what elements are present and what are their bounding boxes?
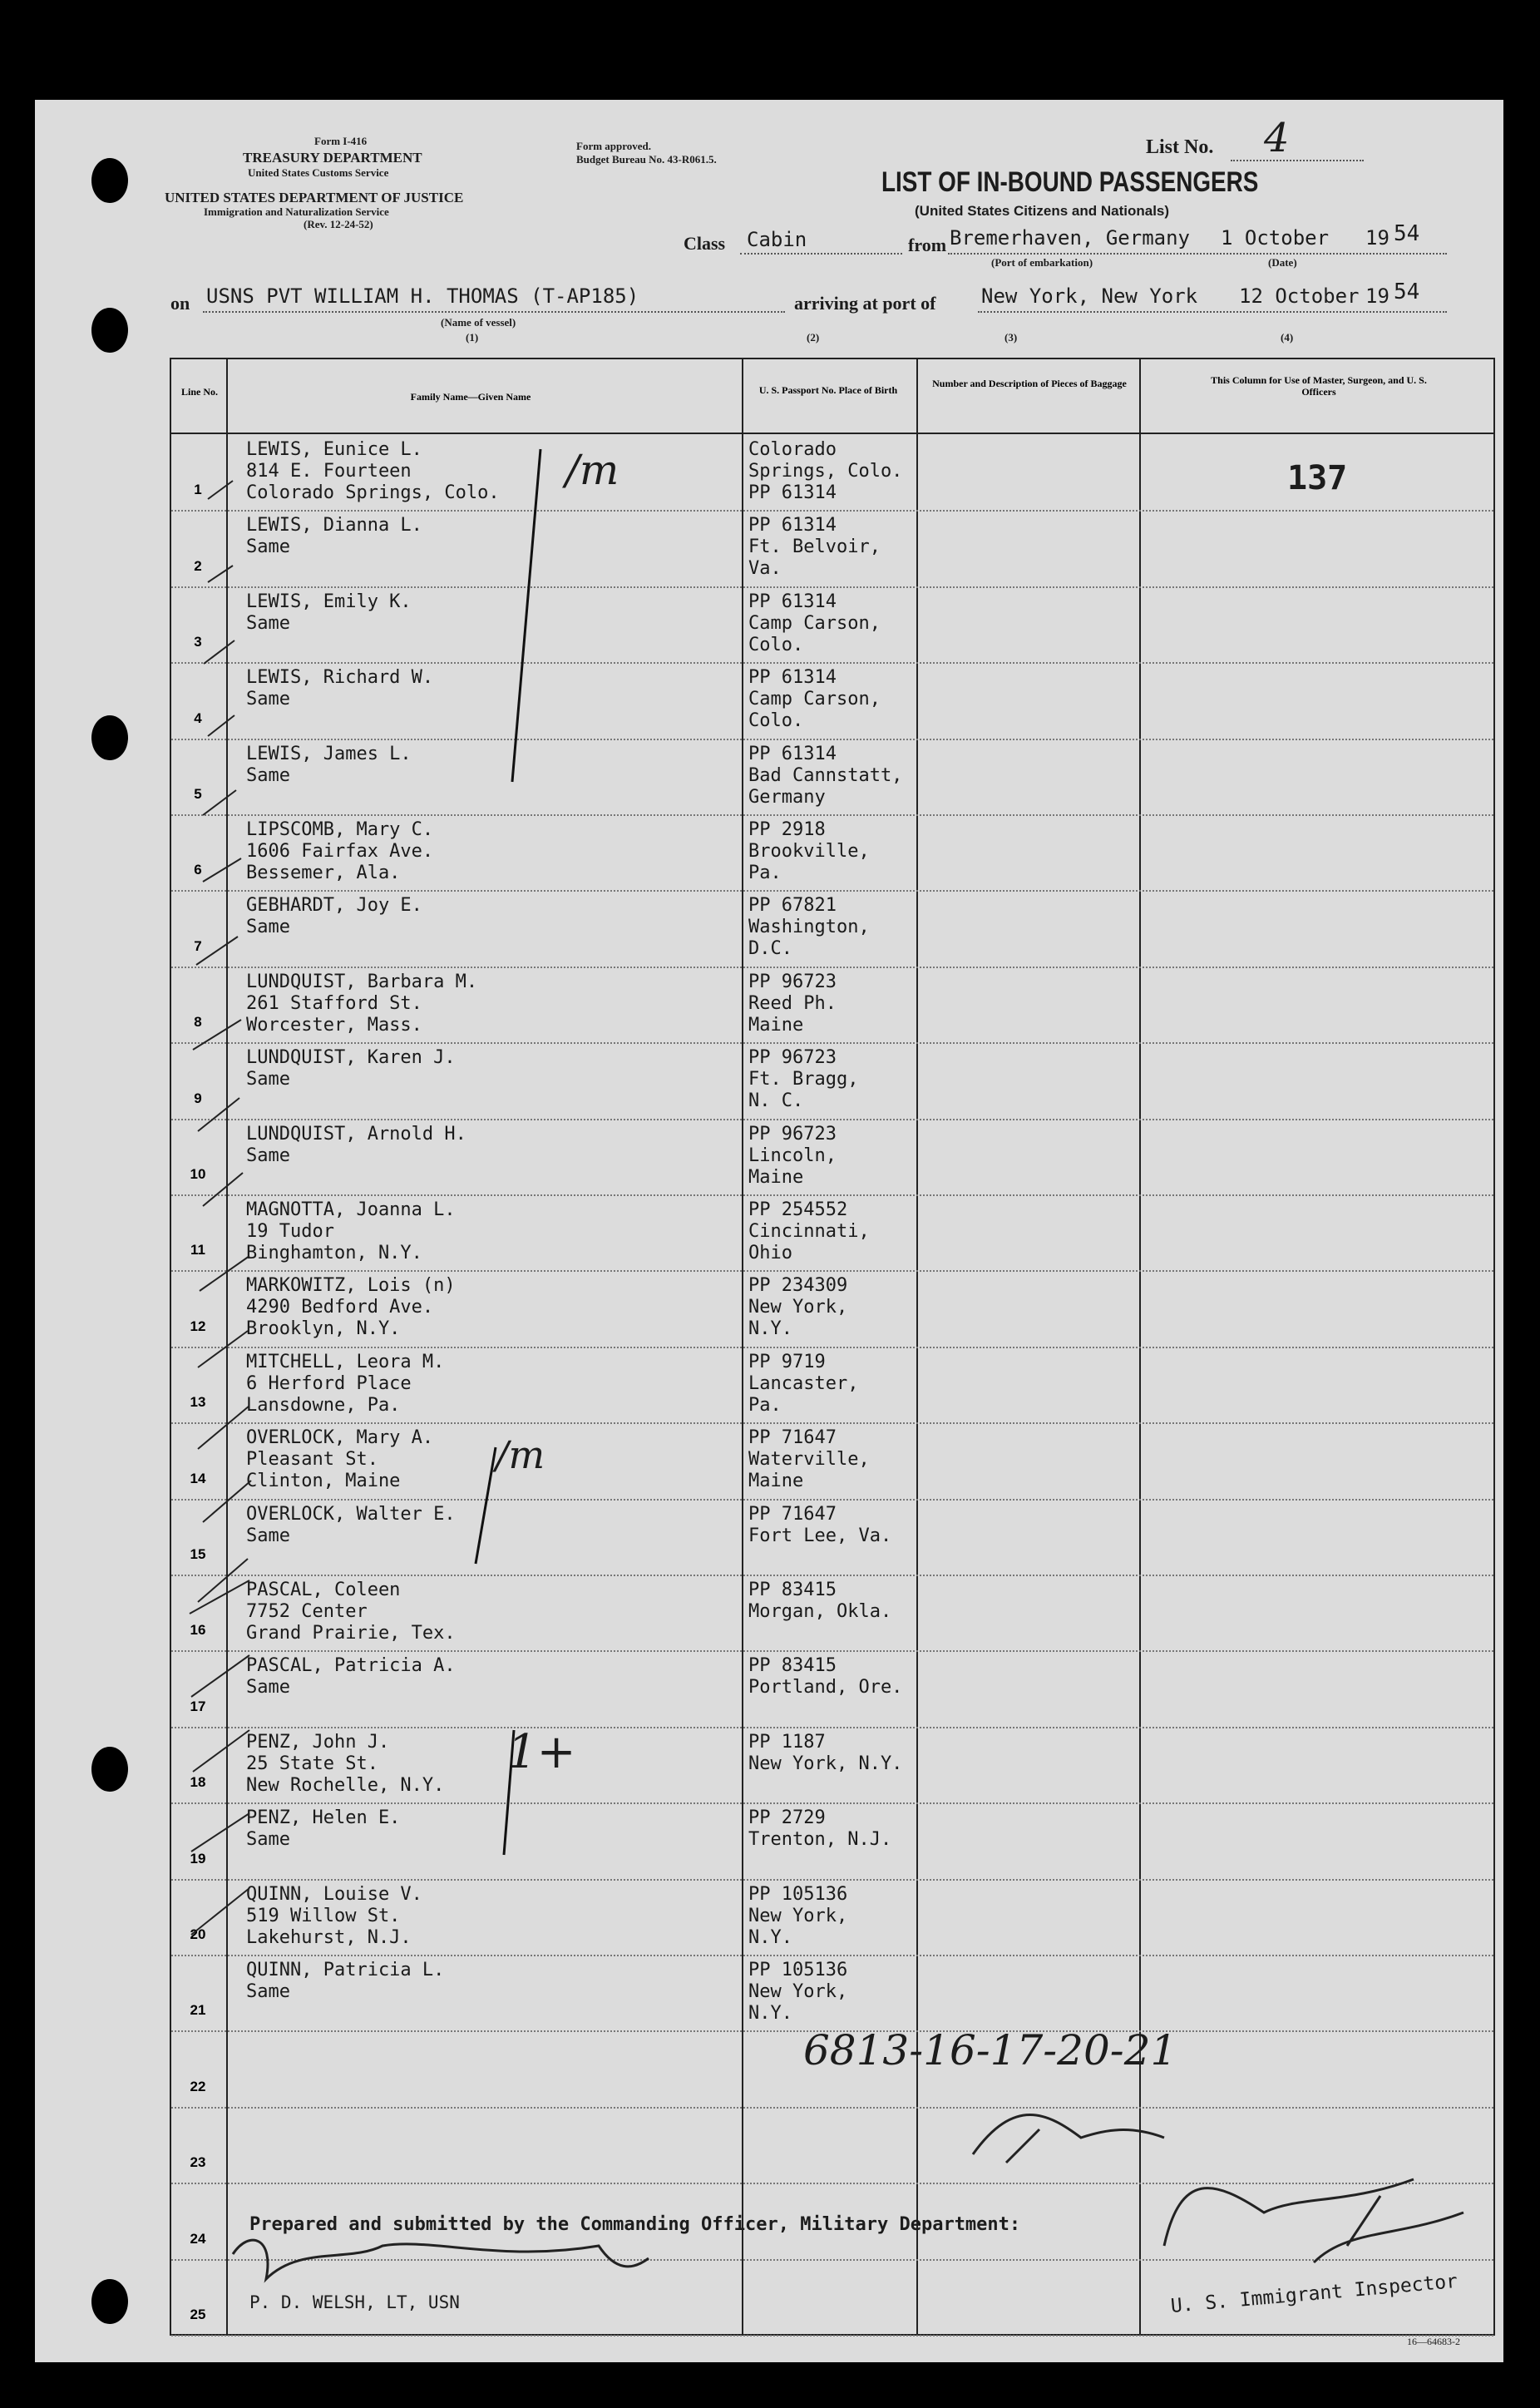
passport-birthplace: PP 96723 Lincoln, Maine (748, 1123, 837, 1188)
arrival-port: New York, New York (981, 284, 1198, 308)
class-label: Class (684, 233, 726, 254)
passenger-name: LIPSCOMB, Mary C. 1606 Fairfax Ave. Bessemer, Ala. (246, 819, 434, 883)
passport-header: U. S. Passport No. Place of Birth (758, 384, 898, 396)
col-num-1: (1) (466, 331, 479, 344)
customs-label: United States Customs Service (248, 166, 389, 179)
passenger-name: LUNDQUIST, Barbara M. 261 Stafford St. Worcester, Mass. (246, 971, 478, 1036)
col-num-2: (2) (807, 331, 820, 344)
list-no-value: 4 (1264, 115, 1290, 161)
document-title: LIST OF IN-BOUND PASSENGERS (881, 166, 1259, 198)
passenger-name: PENZ, John J. 25 State St. New Rochelle, N.Y. (246, 1731, 445, 1796)
passenger-name: QUINN, Patricia L. Same (246, 1960, 445, 2002)
passport-birthplace: PP 2729 Trenton, N.J. (748, 1807, 892, 1851)
form-number: Form I-416 (314, 135, 368, 147)
line-number: 5 (194, 786, 202, 802)
passport-birthplace: PP 67821 Washington, D.C. (748, 895, 870, 960)
line-number: 1 (194, 482, 202, 498)
passenger-name: OVERLOCK, Mary A. Pleasant St. Clinton, Maine (246, 1427, 434, 1492)
name-header: Family Name—Given Name (410, 391, 531, 403)
line-number: 4 (194, 710, 202, 726)
embarkation-year: 54 (1394, 221, 1420, 246)
passport-birthplace: PP 234309 New York, N.Y. (748, 1275, 848, 1340)
passenger-name: LUNDQUIST, Arnold H. Same (246, 1123, 466, 1166)
passenger-name: MITCHELL, Leora M. 6 Herford Place Lansdowne, Pa. (246, 1351, 445, 1416)
arrival-date: 12 October (1239, 284, 1360, 308)
line-number: 9 (194, 1090, 202, 1106)
passenger-name: LEWIS, Emily K. Same (246, 591, 412, 634)
officer-note: 137 (1287, 459, 1348, 497)
passenger-name: LEWIS, James L. Same (246, 743, 412, 786)
from-label: from (908, 235, 947, 255)
line-number: 7 (194, 937, 202, 954)
line-number: 15 (190, 1546, 206, 1562)
justice-label: UNITED STATES DEPARTMENT OF JUSTICE (165, 190, 464, 205)
passport-birthplace: PP 2918 Brookville, Pa. (748, 819, 870, 883)
passenger-name: MAGNOTTA, Joanna L. 19 Tudor Binghamton, N.Y. (246, 1199, 456, 1263)
line-number: 20 (190, 1926, 206, 1942)
line-number: 23 (190, 2154, 206, 2171)
passport-birthplace: PP 1187 New York, N.Y. (748, 1731, 903, 1774)
line-number: 25 (190, 2307, 206, 2322)
arriving-label: arriving at port of (794, 293, 936, 314)
vessel-caption: (Name of vessel) (441, 316, 516, 329)
officers-header: This Column for Use of Master, Surgeon, and U. S. Officers (1211, 374, 1427, 398)
line-number: 6 (194, 862, 202, 878)
passport-birthplace: PP 105136 New York, N.Y. (748, 1960, 848, 2024)
rev-label: (Rev. 12-24-52) (304, 218, 373, 230)
vessel-name: USNS PVT WILLIAM H. THOMAS (T-AP185) (206, 284, 639, 308)
passport-birthplace: PP 61314 Ft. Belvoir, Va. (748, 515, 881, 580)
col-num-3: (3) (1004, 331, 1018, 344)
line-no-header: Line No. (180, 386, 218, 398)
commanding-officer: P. D. WELSH, LT, USN (249, 2292, 460, 2312)
document-subtitle: (United States Citizens and Nationals) (915, 203, 1170, 219)
on-label: on (170, 293, 190, 314)
line-number: 2 (194, 557, 202, 574)
passport-birthplace: PP 105136 New York, N.Y. (748, 1883, 848, 1948)
arrival-year: 54 (1394, 279, 1420, 304)
year-prefix-arrival: 19 (1365, 284, 1389, 308)
line-number: 17 (190, 1698, 206, 1714)
passport-birthplace: PP 61314 Camp Carson, Colo. (748, 591, 881, 655)
line-number: 22 (190, 2078, 206, 2094)
line-number: 16 (190, 1622, 206, 1639)
line-number: 10 (190, 1166, 206, 1182)
line-number: 18 (190, 1774, 206, 1791)
passenger-name: OVERLOCK, Walter E. Same (246, 1503, 456, 1546)
passport-birthplace: PP 96723 Reed Ph. Maine (748, 971, 837, 1036)
passenger-name: PENZ, Helen E. Same (246, 1807, 401, 1851)
ins-label: Immigration and Naturalization Service (204, 205, 389, 218)
passport-birthplace: PP 83415 Portland, Ore. (748, 1655, 903, 1698)
passport-birthplace: PP 96723 Ft. Bragg, N. C. (748, 1047, 859, 1112)
passport-birthplace: Colorado Springs, Colo. PP 61314 (748, 439, 903, 503)
year-prefix: 19 (1365, 226, 1389, 250)
passenger-name: PASCAL, Coleen 7752 Center Grand Prairie, Tex. (246, 1580, 456, 1644)
class-value: Cabin (747, 228, 807, 251)
handwritten-mark-1: /m (565, 446, 619, 494)
line-number: 8 (194, 1014, 202, 1031)
passport-birthplace: PP 83415 Morgan, Okla. (748, 1580, 892, 1622)
line-number: 3 (194, 634, 202, 650)
passenger-name: MARKOWITZ, Lois (n) 4290 Bedford Ave. Brooklyn, N.Y. (246, 1275, 456, 1340)
embarkation-caption: (Port of embarkation) (991, 256, 1093, 269)
embarkation-date: 1 October (1221, 226, 1330, 250)
line-number: 12 (190, 1318, 206, 1334)
passenger-name: QUINN, Louise V. 519 Willow St. Lakehurst, N.J. (246, 1883, 422, 1948)
prepared-statement: Prepared and submitted by the Commanding Officer, Military Department: (249, 2214, 1021, 2235)
passport-birthplace: PP 254552 Cincinnati, Ohio (748, 1199, 870, 1263)
baggage-header: Number and Description of Pieces of Baggage (932, 378, 1127, 389)
date-caption: (Date) (1268, 256, 1297, 269)
passport-birthplace: PP 71647 Fort Lee, Va. (748, 1503, 892, 1546)
passport-birthplace: PP 61314 Bad Cannstatt, Germany (748, 743, 903, 808)
budget-label: Budget Bureau No. 43-R061.5. (576, 153, 717, 166)
passport-birthplace: PP 71647 Waterville, Maine (748, 1427, 870, 1492)
treasury-label: TREASURY DEPARTMENT (243, 150, 422, 166)
passenger-name: PASCAL, Patricia A. Same (246, 1655, 456, 1698)
passenger-name: GEBHARDT, Joy E. Same (246, 895, 422, 938)
passport-birthplace: PP 9719 Lancaster, Pa. (748, 1351, 859, 1416)
passenger-name: LEWIS, Richard W. Same (246, 667, 434, 710)
line-number: 19 (190, 1850, 206, 1867)
handwritten-mark-14: /m (496, 1432, 545, 1477)
passenger-name: LUNDQUIST, Karen J. Same (246, 1047, 456, 1090)
passenger-name: LEWIS, Dianna L. Same (246, 515, 422, 558)
line-number: 24 (190, 2230, 206, 2247)
line-number: 14 (190, 1470, 206, 1486)
handwritten-line-tally: 6813-16-17-20-21 (803, 2026, 1177, 2074)
col-num-4: (4) (1281, 331, 1294, 344)
print-code: 16—64683-2 (1407, 2336, 1460, 2347)
approved-label: Form approved. (576, 140, 652, 152)
handwritten-mark-18: 1+ (507, 1725, 576, 1779)
line-number: 21 (190, 2002, 206, 2019)
line-number: 11 (190, 1242, 205, 1258)
embarkation-port: Bremerhaven, Germany (950, 226, 1190, 250)
passport-birthplace: PP 61314 Camp Carson, Colo. (748, 667, 881, 732)
passenger-name: LEWIS, Eunice L. 814 E. Fourteen Colorado Springs, Colo. (246, 439, 500, 503)
list-no-label: List No. (1146, 136, 1214, 158)
inspector-label: U. S. Immigrant Inspector (1169, 2270, 1459, 2317)
line-number: 13 (190, 1394, 206, 1411)
